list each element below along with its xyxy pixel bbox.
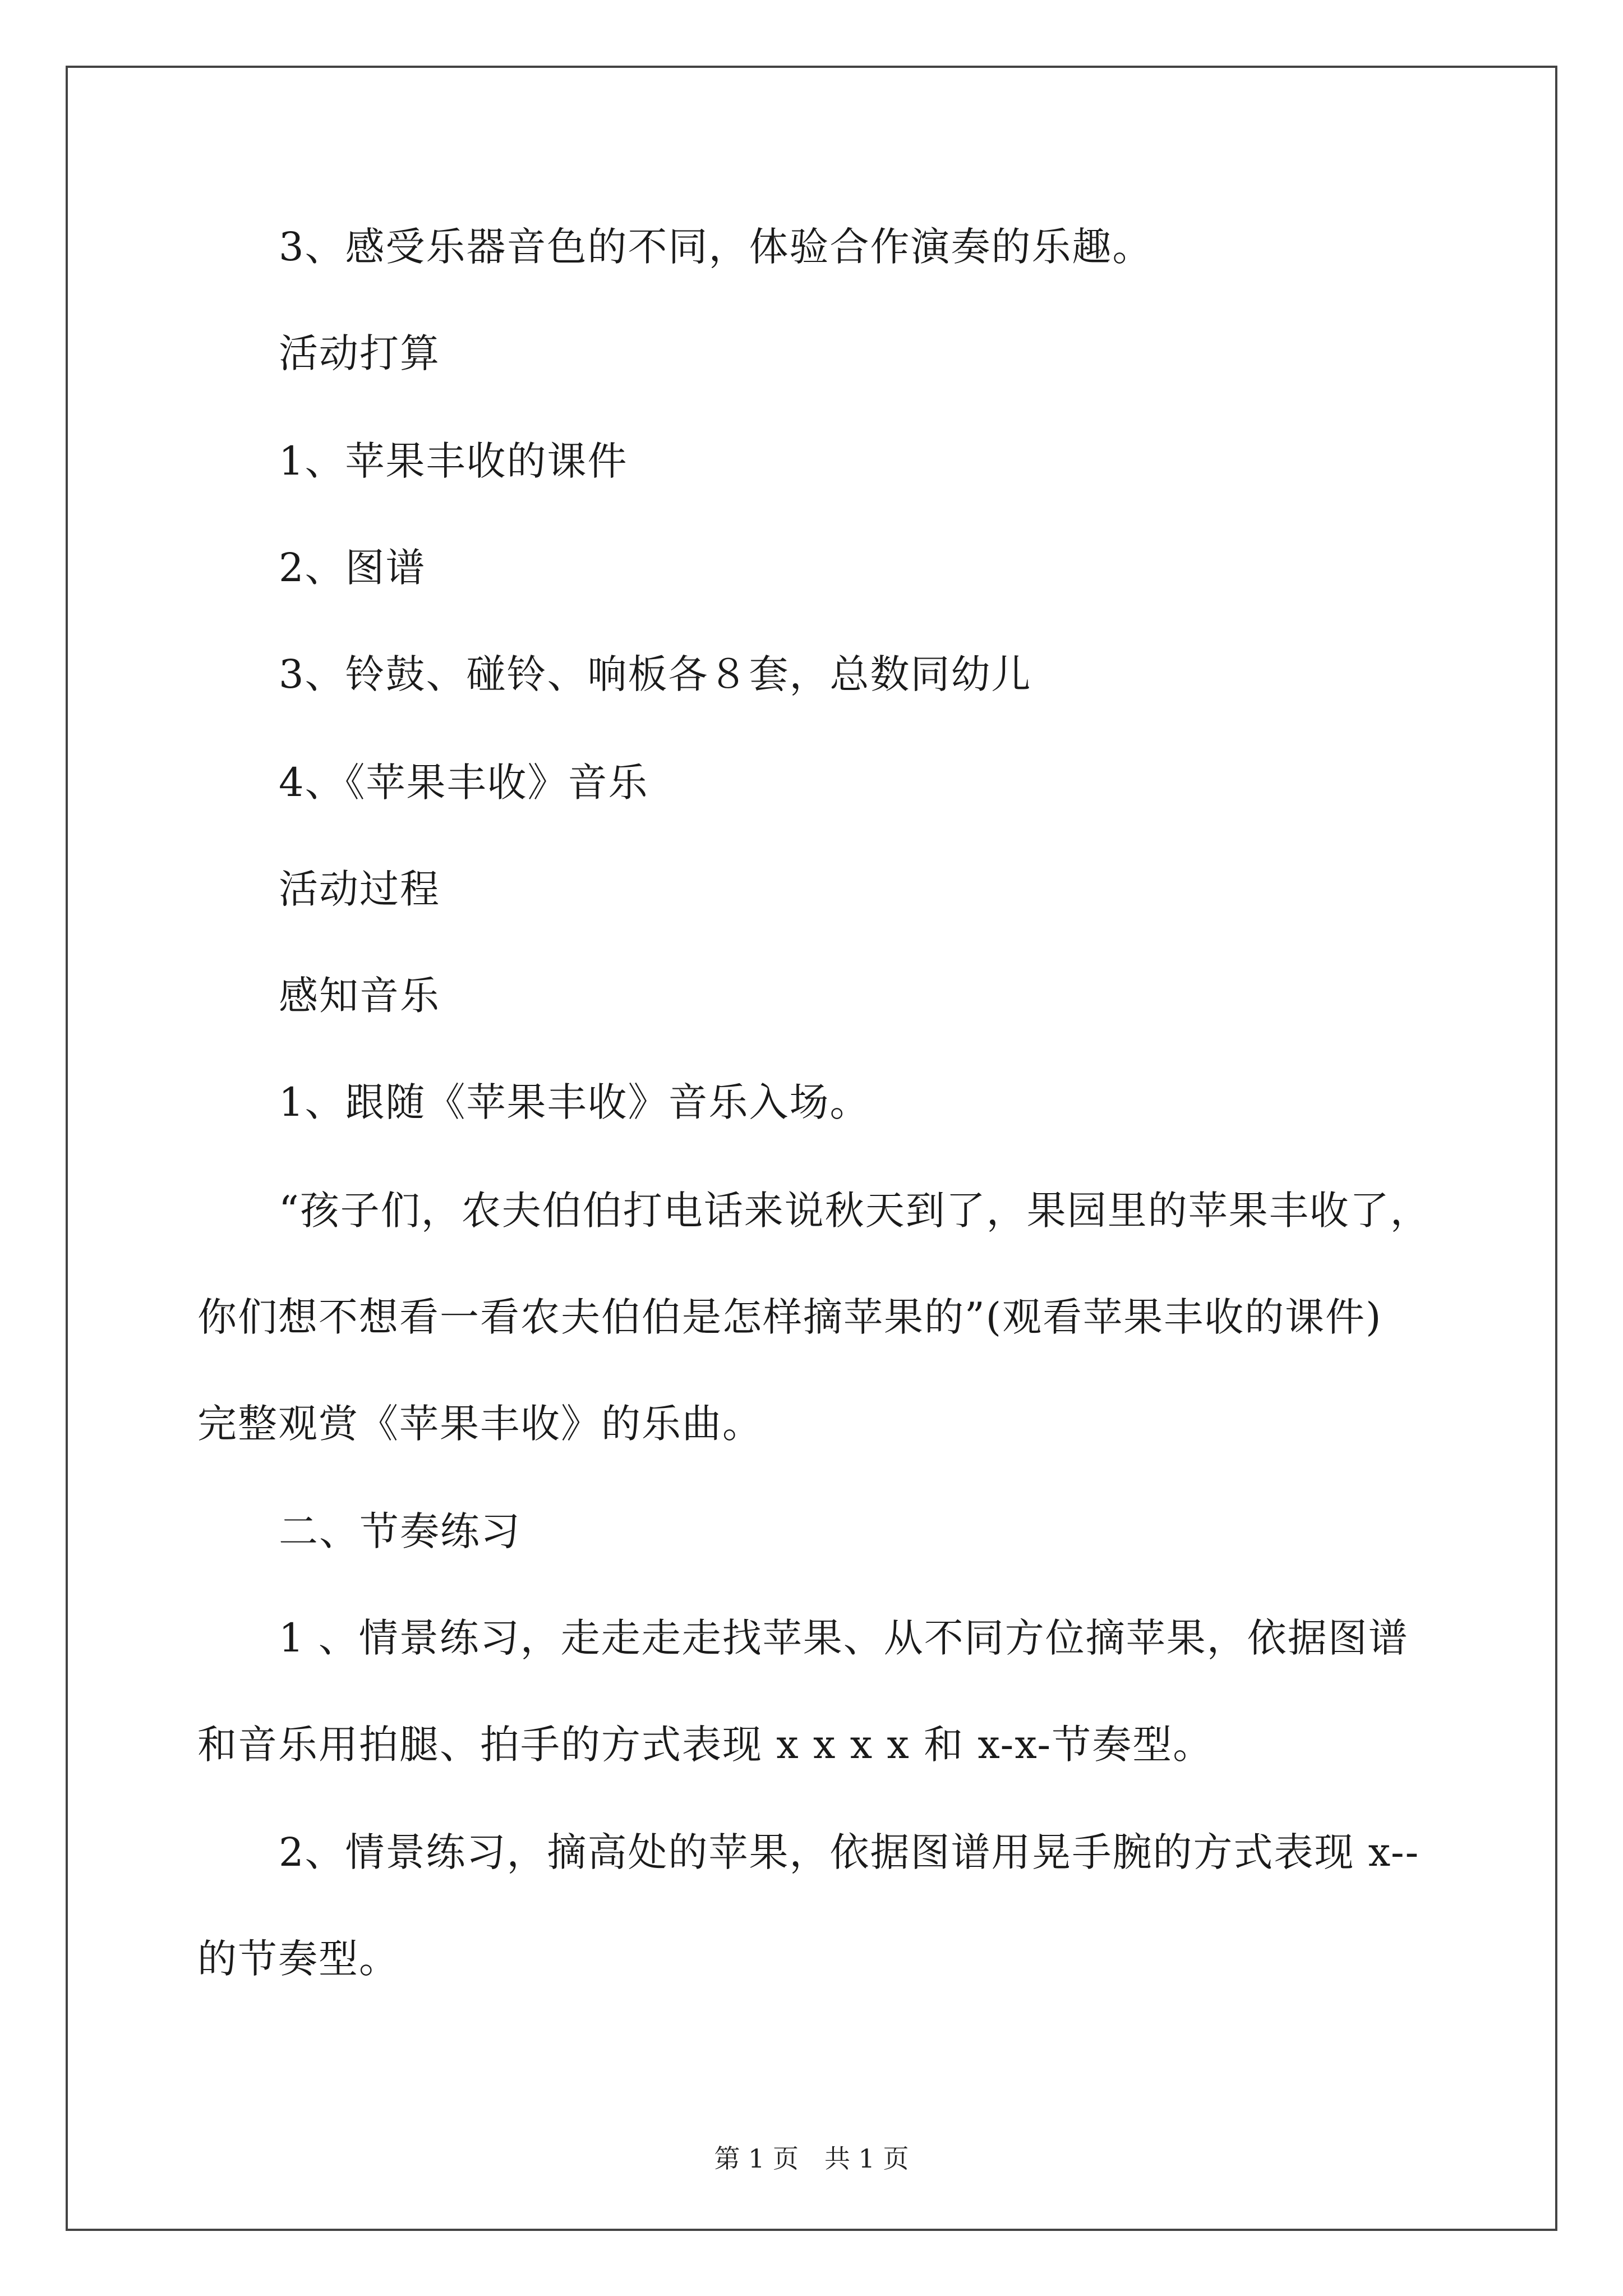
page-border — [66, 66, 1557, 2231]
text-line: 2、图谱 — [279, 545, 426, 591]
page-footer — [0, 2142, 1623, 2175]
text-line: 1、跟随《苹果丰收》音乐入场。 — [279, 1079, 870, 1125]
text-line: 3、铃鼓、碰铃、响板各８套，总数同幼儿 — [279, 651, 1032, 697]
text-line: 1、苹果丰收的课件 — [279, 438, 628, 484]
section-heading: 二、节奏练习 — [279, 1508, 521, 1554]
section-heading: 活动打算 — [279, 330, 440, 376]
text-line: “孩子们，农夫伯伯打电话来说秋天到了，果园里的苹果丰收了， — [279, 1188, 1431, 1234]
section-heading: 感知音乐 — [279, 973, 440, 1019]
text-line: 和音乐用拍腿、拍手的方式表现 x x x x 和 x-x-节奏型。 — [197, 1722, 1214, 1768]
text-line: 的节奏型。 — [197, 1936, 399, 1982]
text-line: 完整观赏《苹果丰收》的乐曲。 — [197, 1401, 763, 1447]
page-number-label: 第 1 页 共 1 页 — [714, 2143, 909, 2174]
text-line: 3、感受乐器音色的不同，体验合作演奏的乐趣。 — [279, 224, 1153, 270]
text-line: 2、情景练习，摘高处的苹果，依据图谱用晃手腕的方式表现 x-- — [279, 1829, 1420, 1875]
text-line: 你们想不想看一看农夫伯伯是怎样摘苹果的”(观看苹果丰收的课件) — [197, 1294, 1382, 1340]
text-line: 1 、情景练习，走走走走找苹果、从不同方位摘苹果，依据图谱 — [279, 1615, 1409, 1661]
section-heading: 活动过程 — [279, 866, 440, 912]
text-line: 4、《苹果丰收》音乐 — [279, 760, 649, 806]
